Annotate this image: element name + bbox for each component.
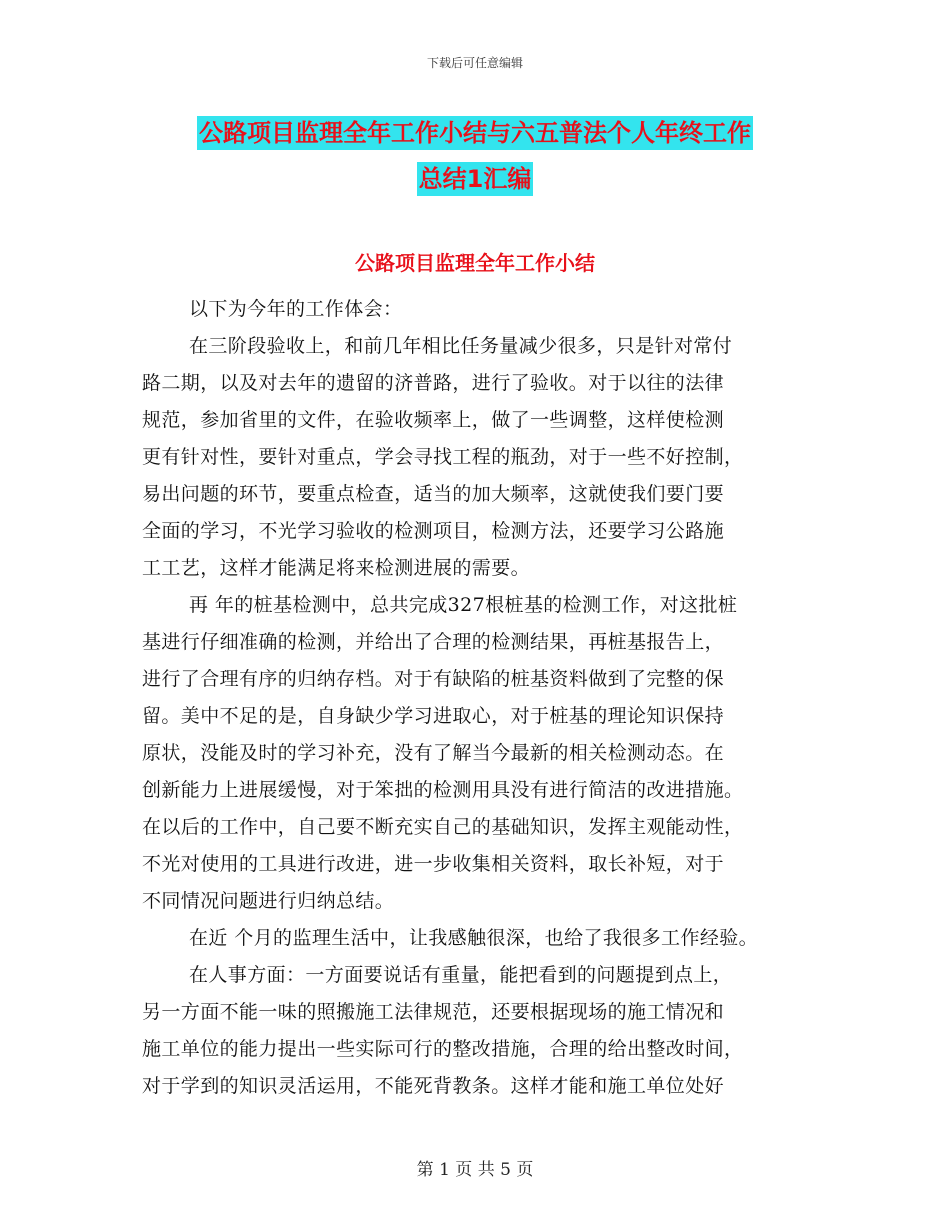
paragraph-line: 全面的学习，不光学习验收的检测项目，检测方法，还要学习公路施	[142, 520, 725, 542]
paragraph-line: 不光对使用的工具进行改进，进一步收集相关资料，取长补短，对于	[142, 853, 725, 875]
paragraph-line: 规范，参加省里的文件，在验收频率上，做了一些调整，这样使检测	[142, 409, 725, 431]
paragraph-line: 另一方面不能一味的照搬施工法律规范，还要根据现场的施工情况和	[142, 1001, 725, 1023]
paragraph-line: 易出问题的环节，要重点检查，适当的加大频率，这就使我们要门要	[142, 483, 725, 505]
paragraph-line: 留。美中不足的是，自身缺少学习进取心，对于桩基的理论知识保持	[142, 705, 725, 727]
paragraph-line: 进行了合理有序的归纳存档。对于有缺陷的桩基资料做到了完整的保	[142, 668, 725, 690]
section-title: 公路项目监理全年工作小结	[355, 251, 595, 275]
header-note: 下载后可任意编辑	[426, 56, 523, 70]
document-title-line-2: 总结1汇编	[417, 162, 534, 196]
paragraph-line: 创新能力上进展缓慢，对于笨拙的检测用具没有进行简洁的改进措施。	[142, 779, 744, 801]
paragraph-line: 在以后的工作中，自己要不断充实自己的基础知识，发挥主观能动性，	[142, 816, 744, 838]
body-text	[142, 291, 822, 1105]
paragraph-line: 在人事方面：一方面要说话有重量，能把看到的问题提到点上，	[189, 964, 733, 986]
page-footer: 第 1 页 共 5 页	[416, 1160, 534, 1180]
paragraph-line: 对于学到的知识灵活运用，不能死背教条。这样才能和施工单位处好	[142, 1075, 725, 1097]
paragraph-line: 在近 个月的监理生活中，让我感触很深，也给了我很多工作经验。	[189, 927, 759, 949]
document-title	[0, 110, 950, 202]
paragraph-line: 不同情况问题进行归纳总结。	[142, 890, 395, 912]
paragraph-line: 路二期，以及对去年的遗留的济普路，进行了验收。对于以往的法律	[142, 372, 725, 394]
document-title-line-1: 公路项目监理全年工作小结与六五普法个人年终工作	[197, 116, 753, 150]
paragraph-line: 施工单位的能力提出一些实际可行的整改措施，合理的给出整改时间，	[142, 1038, 744, 1060]
paragraph-line: 以下为今年的工作体会：	[189, 298, 403, 320]
paragraph-line: 更有针对性，要针对重点，学会寻找工程的瓶劲，对于一些不好控制，	[142, 446, 744, 468]
paragraph-line: 工工艺，这样才能满足将来检测进展的需要。	[142, 557, 531, 579]
paragraph-line: 原状，没能及时的学习补充，没有了解当今最新的相关检测动态。在	[142, 742, 725, 764]
paragraph-line: 在三阶段验收上，和前几年相比任务量减少很多，只是针对常付	[189, 335, 733, 357]
paragraph-line: 再 年的桩基检测中，总共完成327根桩基的检测工作，对这批桩	[189, 594, 738, 616]
paragraph-line: 基进行仔细准确的检测，并给出了合理的检测结果，再桩基报告上，	[142, 631, 725, 653]
